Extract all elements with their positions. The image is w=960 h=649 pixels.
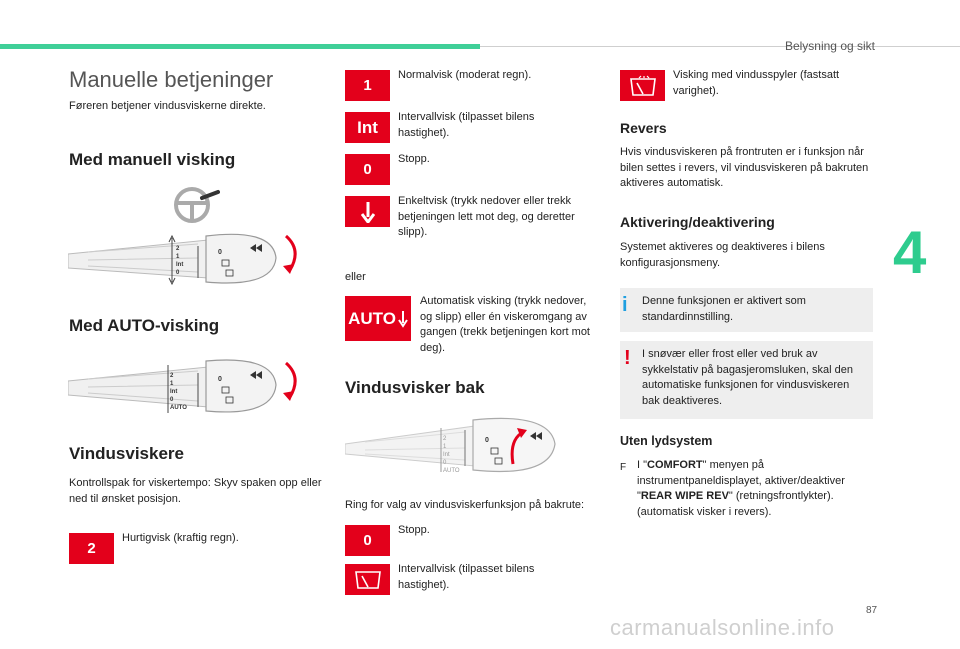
revers-heading: Revers (620, 120, 667, 136)
single-wipe-badge (345, 196, 390, 227)
revers-text: Hvis vindusviskeren på frontruten er i funksjon når bilen settes i revers, vil vindusviskeren på bakruten aktiveres automatisk. (620, 146, 869, 189)
manual-heading: Med manuell visking (69, 150, 236, 169)
auto-heading: Med AUTO-visking (69, 316, 220, 335)
lever-label: 0 (443, 460, 447, 466)
speed-1-badge: 1 (345, 70, 390, 101)
header-accent-bar (0, 44, 480, 49)
rear-stop-badge: 0 (345, 525, 390, 556)
section-title: Belysning og sikt (784, 39, 875, 53)
rear-stop-text: Stopp. (398, 524, 430, 536)
page-title: Manuelle betjeninger (69, 67, 274, 92)
info-box (620, 288, 873, 332)
ring-text: Ring for valg av vindusviskerfunksjon på bakrute: (345, 499, 585, 511)
or-text: eller (345, 271, 366, 283)
watermark: carmanualsonline.info (610, 615, 835, 640)
warning-box (620, 341, 873, 419)
page-number: 87 (866, 605, 878, 616)
bullet-marker: F (620, 462, 627, 473)
int-badge: Int (345, 112, 390, 143)
info-text: Denne funksjonen er aktivert som standardinnstilling. (642, 295, 806, 323)
lever-label: 0 (170, 397, 174, 403)
manual-wiper-lever-illustration (68, 228, 308, 292)
auto-badge-label: AUTO (348, 308, 396, 328)
svg-text:0: 0 (485, 437, 489, 444)
activation-text: Systemet aktiveres og deaktiveres i bilens konfigurasjonsmeny. (620, 241, 825, 269)
rear-washer-text: Visking med vindusspyler (fastsatt varighet). (673, 69, 840, 97)
no-audio-heading: Uten lydsystem (620, 434, 713, 448)
lever-label: Int (176, 262, 184, 268)
stop-text: Stopp. (398, 153, 430, 165)
lever-label: 2 (170, 373, 174, 379)
speed-1-text: Normalvisk (moderat regn). (398, 69, 532, 81)
rear-washer-badge (620, 70, 665, 101)
rear-wiper-lever-illustration (345, 412, 560, 480)
single-wipe-text: Enkeltvisk (trykk nedover eller trekk betjeningen lett mot deg, og deretter slipp). (398, 195, 575, 238)
warning-icon: ! (624, 347, 631, 369)
wipers-heading: Vindusviskere (69, 444, 184, 463)
lever-label: 2 (176, 246, 180, 252)
stop-badge: 0 (345, 154, 390, 185)
rear-washer-icon (629, 75, 657, 97)
rear-wiper-heading: Vindusvisker bak (345, 378, 485, 397)
rear-intermittent-badge (345, 564, 390, 595)
auto-text: Automatisk visking (trykk nedover, og slipp) eller én viskeromgang av gangen (trekk betjeningen kort mot deg). (420, 295, 590, 354)
svg-text:0: 0 (218, 249, 222, 256)
svg-text:0: 0 (218, 376, 222, 383)
wipers-text: Kontrollspak for viskertempo: Skyv spaken opp eller ned til ønsket posisjon. (69, 477, 322, 505)
rear-intermittent-text: Intervallvisk (tilpasset bilens hastighet). (398, 563, 535, 591)
lever-label: 1 (176, 254, 180, 260)
warning-text: I snøvær eller frost eller ved bruk av sykkelstativ på bagasjeromsluken, skal den automatiske funksjonen for vindusviskeren bak deaktiveres. (642, 348, 853, 407)
down-arrow-icon (361, 201, 375, 223)
intro-text: Føreren betjener vindusviskerne direkte. (69, 100, 266, 112)
lever-label: 1 (443, 444, 447, 450)
lever-label: AUTO (170, 405, 187, 411)
lever-label: 0 (176, 270, 180, 276)
activation-heading: Aktivering/deaktivering (620, 214, 775, 230)
lever-label: Int (170, 389, 178, 395)
lever-label: 2 (443, 436, 447, 442)
down-arrow-icon (398, 310, 408, 328)
lever-label: Int (443, 452, 450, 458)
comfort-menu-name: COMFORT (647, 459, 703, 471)
rear-wipe-rev-option: REAR WIPE REV (640, 490, 729, 502)
lever-label: 1 (170, 381, 174, 387)
auto-badge (345, 296, 411, 341)
chapter-number: 4 (893, 219, 927, 286)
int-text: Intervallvisk (tilpasset bilens hastighet). (398, 111, 535, 139)
steering-wheel-icon (172, 186, 220, 224)
speed-2-text: Hurtigvisk (kraftig regn). (122, 532, 239, 544)
rear-wiper-icon (354, 570, 382, 590)
info-icon: i (622, 294, 628, 316)
auto-wiper-lever-illustration (68, 355, 308, 421)
instruction-text: I "COMFORT" menyen på instrumentpaneldisplayet, aktiver/deaktiver "REAR WIPE REV" (retningsfrontlykter). (automatisk visker i revers). (637, 459, 845, 518)
lever-label: AUTO (443, 468, 460, 474)
speed-2-badge: 2 (69, 533, 114, 564)
header-rule (480, 46, 960, 47)
